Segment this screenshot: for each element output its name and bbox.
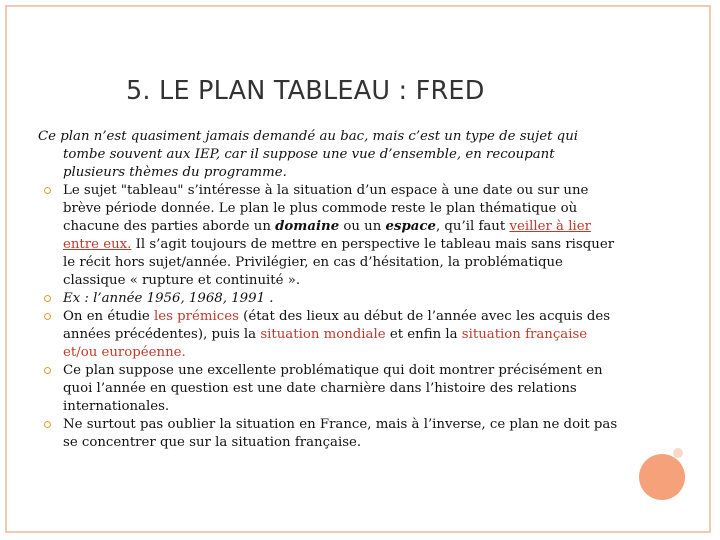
decorative-circle-large <box>639 454 685 500</box>
example-years: Ex : l’année 1956, 1968, 1991 . <box>63 291 274 306</box>
circle-bullet-icon <box>44 187 51 194</box>
link-veiller-a-lier[interactable]: veiller à lier entre eux. <box>63 219 591 252</box>
emphasis-espace: espace <box>385 219 436 234</box>
circle-bullet-icon <box>44 421 51 428</box>
list-item: Le sujet "tableau" s’intéresse à la situation d’un espace à une date ou sur une brève période donnée. Le plan le plus commode reste le plan thématique où chacune des parties aborde un domaine ou un espace, qu’il faut veiller à lier entre eux. Il s’agit toujours de mettre en perspective le tableau mais sans risquer le récit hors sujet/année. Privilégier, en cas d’hésitation, la problématique classique « rupture et continuité ». <box>38 182 620 290</box>
highlight-situation-francaise: situation française et/ou européenne. <box>63 327 588 360</box>
list-item: On en étudie les prémices (état des lieux au début de l’année avec les acquis des années précédentes), puis la situation mondiale et enfin la situation française et/ou européenne. <box>38 308 620 362</box>
circle-bullet-icon <box>44 313 51 320</box>
highlight-situation-mondiale: situation mondiale <box>260 327 386 342</box>
list-item: Ne surtout pas oublier la situation en France, mais à l’inverse, ce plan ne doit pas se concentrer que sur la situation française. <box>38 416 620 452</box>
emphasis-domaine: domaine <box>275 219 340 234</box>
circle-bullet-icon <box>44 295 51 302</box>
slide-body <box>38 128 620 452</box>
list-item <box>38 290 620 308</box>
decorative-circle-small <box>673 448 683 458</box>
slide-title: 5. LE PLAN TABLEAU : FRED <box>126 76 485 106</box>
bullet-list <box>38 182 620 452</box>
circle-bullet-icon <box>44 367 51 374</box>
highlight-premices: les prémices <box>154 309 239 324</box>
intro-paragraph: Ce plan n’est quasiment jamais demandé au bac, mais c’est un type de sujet qui tombe souvent aux IEP, car il suppose une vue d’ensemble, en recoupant plusieurs thèmes du programme. <box>38 129 579 180</box>
list-item: Ce plan suppose une excellente problématique qui doit montrer précisément en quoi l’année en question est une date charnière dans l’histoire des relations internationales. <box>38 362 620 416</box>
